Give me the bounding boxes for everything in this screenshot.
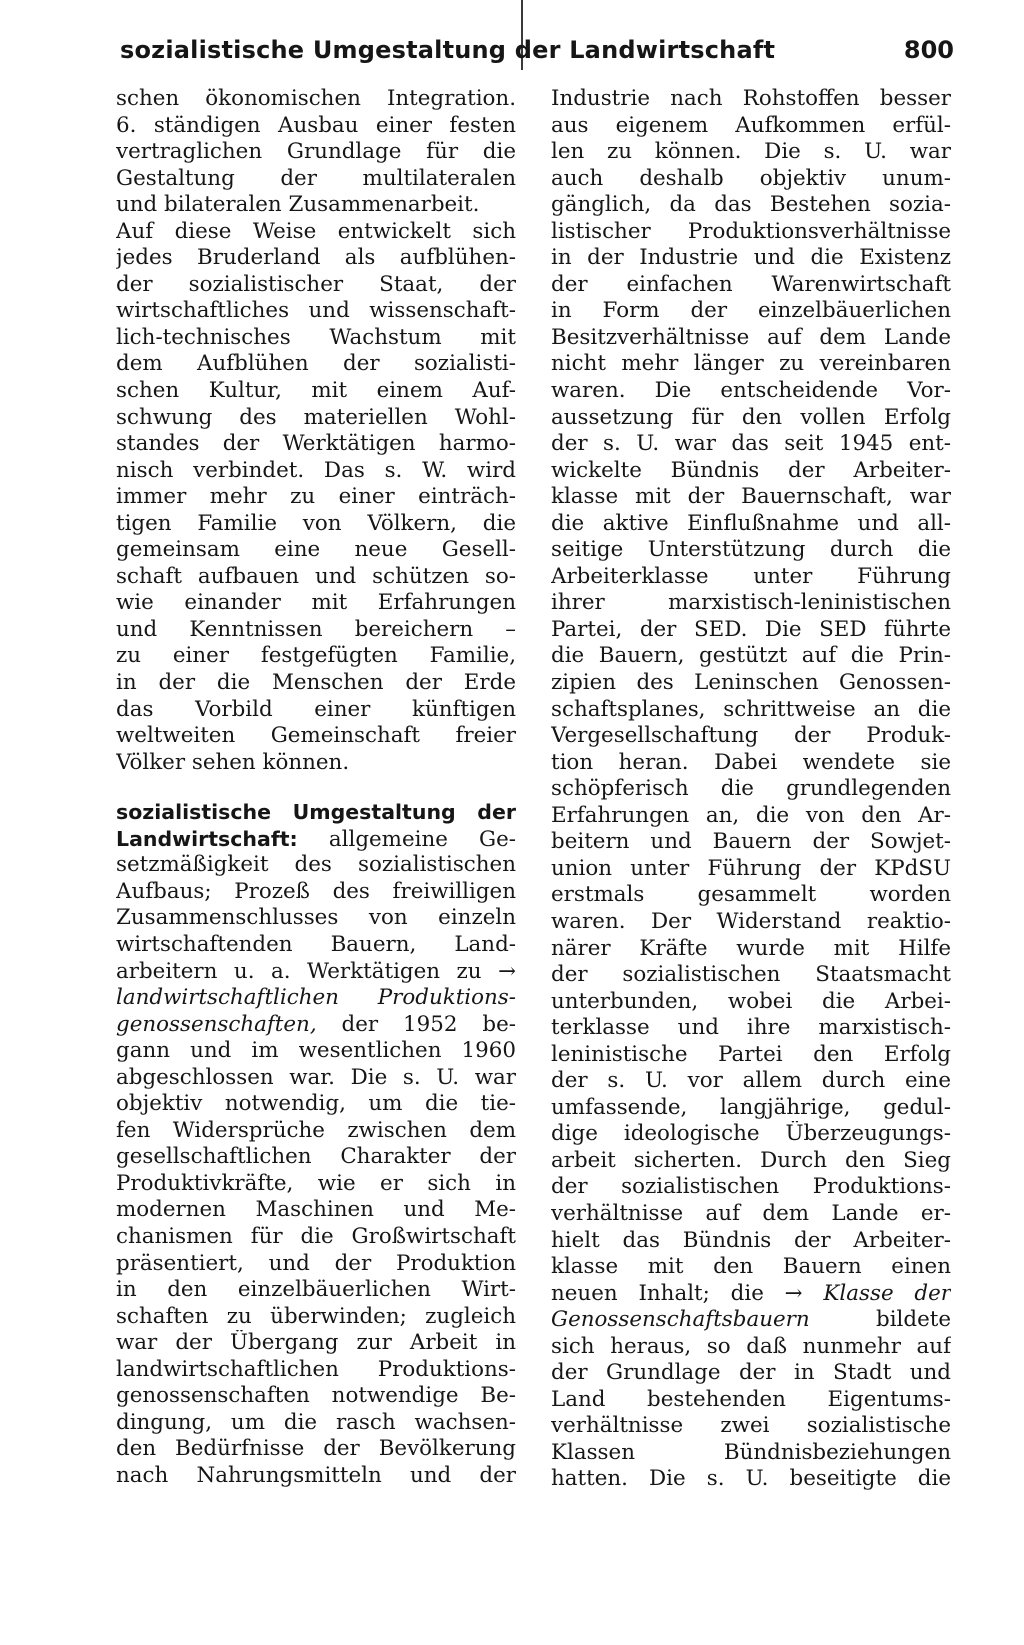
text-line	[551, 1307, 951, 1334]
line-text: die aktive Einflußnahme und all-	[551, 510, 951, 536]
line-text: union unter Führung der KPdSU	[551, 855, 951, 881]
text-line	[116, 139, 516, 166]
text-line	[551, 1440, 951, 1467]
line-text: Vergesellschaftung der Produk-	[551, 723, 951, 749]
line-text: objektiv notwendig, um die tie-	[116, 1091, 516, 1117]
text-line	[116, 86, 516, 113]
line-text: präsentiert, und der Produktion	[116, 1250, 516, 1276]
text-line	[116, 1091, 516, 1118]
line-text: waren. Die entscheidende Vor-	[551, 378, 951, 404]
text-line	[551, 590, 951, 617]
text-line	[551, 458, 951, 485]
line-text: Produktivkräfte, wie er sich in	[116, 1170, 516, 1196]
text-line	[116, 1065, 516, 1092]
text-line	[116, 458, 516, 485]
line-text: schaften zu überwinden; zugleich	[116, 1303, 516, 1329]
line-text: der 1952 be-	[316, 1011, 516, 1037]
line-text: jedes Bruderland als aufblühen-	[116, 245, 516, 271]
line-text: Erfahrungen an, die von den Ar-	[551, 802, 951, 828]
line-text: genossenschaften notwendige Be-	[116, 1383, 516, 1409]
line-text: seitige Unterstützung durch die	[551, 537, 951, 563]
line-text: listischer Produktionsverhältnisse	[551, 218, 951, 244]
line-text: in der die Menschen der Erde	[116, 670, 516, 696]
text-line	[551, 750, 951, 777]
text-line	[551, 962, 951, 989]
line-text: Partei, der SED. Die SED führte	[551, 616, 951, 642]
text-line	[116, 826, 516, 853]
text-line	[116, 245, 516, 272]
line-text: len zu können. Die s. U. war	[551, 139, 951, 165]
cross-reference: landwirtschaftlichen Produktions-	[116, 985, 516, 1011]
text-line	[116, 1171, 516, 1198]
line-text: neuen Inhalt; die →	[551, 1280, 803, 1306]
line-text: aussetzung für den vollen Erfolg	[551, 404, 951, 430]
line-text: wickelte Bündnis der Arbeiter-	[551, 457, 951, 483]
text-line	[116, 1330, 516, 1357]
line-text: in Form der einzelbäuerlichen	[551, 298, 951, 324]
text-line	[551, 1042, 951, 1069]
line-text: und Kenntnissen bereichern –	[116, 616, 516, 642]
line-text: bildete	[809, 1307, 951, 1333]
line-text: schen ökonomischen Integration.	[116, 86, 516, 111]
line-text: der s. U. war das seit 1945 ent-	[551, 431, 951, 457]
text-line	[116, 985, 516, 1012]
line-text: schöpferisch die grundlegenden	[551, 776, 951, 802]
entry-keyword: Landwirtschaft:	[116, 826, 298, 851]
line-text: hatten. Die s. U. beseitigte die	[551, 1466, 951, 1492]
cross-reference: Genossenschaftsbauern	[551, 1307, 810, 1333]
line-text: abgeschlossen war. Die s. U. war	[116, 1064, 516, 1090]
text-line	[116, 643, 516, 670]
text-line	[116, 298, 516, 325]
line-text: immer mehr zu einer einträch-	[116, 484, 516, 510]
text-line	[551, 1148, 951, 1175]
text-line	[551, 803, 951, 830]
text-line	[551, 86, 951, 113]
text-line	[551, 405, 951, 432]
line-text: nicht mehr länger zu vereinbaren	[551, 351, 951, 377]
line-text: terklasse und ihre marxistisch-	[551, 1015, 951, 1041]
running-header	[120, 36, 954, 76]
text-line	[116, 1038, 516, 1065]
line-text: gemeinsam eine neue Gesell-	[116, 537, 516, 563]
text-line	[116, 590, 516, 617]
text-line	[116, 351, 516, 378]
line-text: und bilateralen Zusammenarbeit.	[116, 192, 480, 218]
line-text: landwirtschaftlichen Produktions-	[116, 1356, 516, 1382]
line-text: chanismen für die Großwirtschaft	[116, 1223, 516, 1249]
text-line	[551, 670, 951, 697]
text-line	[551, 723, 951, 750]
text-line	[551, 1413, 951, 1440]
text-line	[551, 1281, 951, 1308]
line-text: der s. U. vor allem durch eine	[551, 1068, 951, 1094]
text-line	[116, 1144, 516, 1171]
line-text: arbeit sicherten. Durch den Sieg	[551, 1147, 951, 1173]
right-text-column	[551, 86, 951, 1493]
line-text: der einfachen Warenwirtschaft	[551, 271, 951, 297]
line-text: klasse mit den Bauern einen	[551, 1254, 951, 1280]
line-text: wirtschaftenden Bauern, Land-	[116, 931, 516, 957]
line-text: erstmals gesammelt worden	[551, 882, 951, 908]
line-text: gann und im wesentlichen 1960	[116, 1038, 516, 1064]
line-text: gänglich, da das Bestehen sozia-	[551, 192, 951, 218]
paragraph-gap	[116, 776, 516, 799]
line-text: verhältnisse zwei sozialistische	[551, 1413, 951, 1439]
text-line	[116, 905, 516, 932]
line-text: war der Übergang zur Arbeit in	[116, 1330, 516, 1356]
text-line	[551, 511, 951, 538]
line-text: Industrie nach Rohstoffen besser	[551, 86, 951, 111]
line-text: zipien des Leninschen Genossen-	[551, 670, 951, 696]
line-text: setzmäßigkeit des sozialistischen	[116, 852, 516, 878]
text-line	[116, 431, 516, 458]
line-text: zu einer festgefügten Familie,	[116, 643, 516, 669]
line-text: arbeitern u. a. Werktätigen zu →	[116, 958, 516, 984]
text-line	[551, 1068, 951, 1095]
text-line	[551, 1334, 951, 1361]
text-line	[116, 511, 516, 538]
line-text: Besitzverhältnisse auf dem Lande	[551, 324, 951, 350]
text-line	[116, 750, 516, 777]
line-text: der sozialistischen Staatsmacht	[551, 962, 951, 988]
line-text: wie einander mit Erfahrungen	[116, 590, 516, 616]
line-text: lich-technisches Wachstum mit	[116, 324, 516, 350]
line-text: Arbeiterklasse unter Führung	[551, 563, 951, 589]
text-line	[116, 564, 516, 591]
line-text: schaft aufbauen und schützen so-	[116, 563, 516, 589]
text-line	[116, 113, 516, 140]
text-line	[116, 1304, 516, 1331]
line-text: in der Industrie und die Existenz	[551, 245, 951, 271]
line-text: Aufbaus; Prozeß des freiwilligen	[116, 878, 516, 904]
text-line	[551, 1254, 951, 1281]
line-text: beitern und Bauern der Sowjet-	[551, 829, 951, 855]
line-text: schwung des materiellen Wohl-	[116, 404, 516, 430]
text-line	[551, 219, 951, 246]
text-line	[551, 776, 951, 803]
text-line	[551, 484, 951, 511]
text-line	[551, 936, 951, 963]
text-line	[551, 351, 951, 378]
text-line	[116, 325, 516, 352]
text-line	[116, 959, 516, 986]
text-line	[551, 1121, 951, 1148]
text-line	[116, 272, 516, 299]
line-text: das Vorbild einer künftigen	[116, 696, 516, 722]
line-text: nach Nahrungsmitteln und der	[116, 1462, 516, 1488]
text-line	[551, 564, 951, 591]
cross-reference: genossenschaften,	[116, 1011, 317, 1037]
left-text-column	[116, 86, 516, 1489]
text-line	[551, 989, 951, 1016]
line-text: dingung, um die rasch wachsen-	[116, 1409, 516, 1435]
text-line	[551, 882, 951, 909]
text-line	[116, 932, 516, 959]
text-line	[116, 1463, 516, 1490]
text-line	[116, 879, 516, 906]
line-text: die Bauern, gestützt auf die Prin-	[551, 643, 951, 669]
line-text: dige ideologische Überzeugungs-	[551, 1121, 951, 1147]
line-text: waren. Der Widerstand reaktio-	[551, 908, 951, 934]
text-line	[116, 192, 516, 219]
line-text: der Grundlage der in Stadt und	[551, 1360, 951, 1386]
text-line	[551, 431, 951, 458]
line-text: dem Aufblühen der sozialisti-	[116, 351, 516, 377]
text-line	[551, 617, 951, 644]
text-line	[116, 1357, 516, 1384]
text-line	[551, 537, 951, 564]
line-text: modernen Maschinen und Me-	[116, 1197, 516, 1223]
text-line	[116, 1251, 516, 1278]
line-text: Völker sehen können.	[116, 749, 350, 775]
cross-reference: Klasse der	[802, 1280, 951, 1306]
text-line	[551, 272, 951, 299]
running-head-title: sozialistische Umgestaltung der Landwirtschaft	[120, 36, 776, 64]
text-line	[551, 298, 951, 325]
line-text: klasse mit der Bauernschaft, war	[551, 484, 951, 510]
text-line	[551, 1201, 951, 1228]
text-line	[116, 1118, 516, 1145]
text-line	[551, 245, 951, 272]
line-text: tigen Familie von Völkern, die	[116, 510, 516, 536]
line-text: sich heraus, so daß nunmehr auf	[551, 1333, 951, 1359]
line-text: verhältnisse auf dem Lande er-	[551, 1200, 951, 1226]
line-text: Zusammenschlusses von einzeln	[116, 905, 516, 931]
line-text: hielt das Bündnis der Arbeiter-	[551, 1227, 951, 1253]
text-line	[116, 405, 516, 432]
text-line	[116, 799, 516, 826]
text-line	[116, 670, 516, 697]
line-text: der sozialistischen Produktions-	[551, 1174, 951, 1200]
line-text: schaftsplanes, schrittweise an die	[551, 696, 951, 722]
text-line	[551, 1360, 951, 1387]
text-line	[116, 1197, 516, 1224]
text-line	[551, 378, 951, 405]
page-number: 800	[903, 36, 954, 64]
line-text: wirtschaftliches und wissenschaft-	[116, 298, 516, 324]
line-text: schen Kultur, mit einem Auf-	[116, 378, 516, 404]
text-line	[116, 617, 516, 644]
line-text: gesellschaftlichen Charakter der	[116, 1144, 516, 1170]
text-line	[551, 1174, 951, 1201]
line-text: tion heran. Dabei wendete sie	[551, 749, 951, 775]
text-line	[116, 1410, 516, 1437]
line-text: den Bedürfnisse der Bevölkerung	[116, 1436, 516, 1462]
text-line	[116, 1224, 516, 1251]
text-line	[551, 1228, 951, 1255]
text-line	[116, 697, 516, 724]
text-line	[116, 852, 516, 879]
line-text: der sozialistischer Staat, der	[116, 271, 516, 297]
line-text: in den einzelbäuerlichen Wirt-	[116, 1277, 516, 1303]
line-text: leninistische Partei den Erfolg	[551, 1041, 951, 1067]
text-line	[551, 1095, 951, 1122]
text-line	[116, 537, 516, 564]
text-line	[116, 1383, 516, 1410]
text-line	[551, 856, 951, 883]
text-line	[116, 166, 516, 193]
text-line	[551, 139, 951, 166]
text-line	[551, 1015, 951, 1042]
line-text: Auf diese Weise entwickelt sich	[116, 218, 516, 244]
text-line	[116, 1436, 516, 1463]
text-line	[551, 909, 951, 936]
line-text: Land bestehenden Eigentums-	[551, 1386, 951, 1412]
text-line	[551, 697, 951, 724]
line-text: unterbunden, wobei die Arbei-	[551, 988, 951, 1014]
text-line	[116, 219, 516, 246]
line-text: 6. ständigen Ausbau einer festen	[116, 112, 516, 138]
text-line	[551, 325, 951, 352]
line-text: närer Kräfte wurde mit Hilfe	[551, 935, 951, 961]
text-line	[116, 723, 516, 750]
line-text: standes der Werktätigen harmo-	[116, 431, 516, 457]
line-text: umfassende, langjährige, gedul-	[551, 1094, 951, 1120]
line-text: auch deshalb objektiv unum-	[551, 165, 951, 191]
line-text: nisch verbindet. Das s. W. wird	[116, 457, 516, 483]
text-line	[116, 1012, 516, 1039]
text-line	[551, 1387, 951, 1414]
text-line	[116, 378, 516, 405]
text-line	[551, 192, 951, 219]
text-line	[551, 829, 951, 856]
text-line	[116, 1277, 516, 1304]
line-text: aus eigenem Aufkommen erfül-	[551, 112, 951, 138]
text-line	[116, 484, 516, 511]
line-text: Gestaltung der multilateralen	[116, 165, 516, 191]
text-line	[551, 113, 951, 140]
line-text: fen Widersprüche zwischen dem	[116, 1117, 516, 1143]
line-text: weltweiten Gemeinschaft freier	[116, 723, 516, 749]
text-line	[551, 166, 951, 193]
line-text: Klassen Bündnisbeziehungen	[551, 1439, 951, 1465]
text-line	[551, 1466, 951, 1493]
entry-keyword: sozialistische Umgestaltung der	[116, 800, 516, 825]
text-line	[551, 643, 951, 670]
line-text: allgemeine Ge-	[297, 826, 516, 852]
line-text: ihrer marxistisch-leninistischen	[551, 590, 951, 616]
line-text: vertraglichen Grundlage für die	[116, 139, 516, 165]
